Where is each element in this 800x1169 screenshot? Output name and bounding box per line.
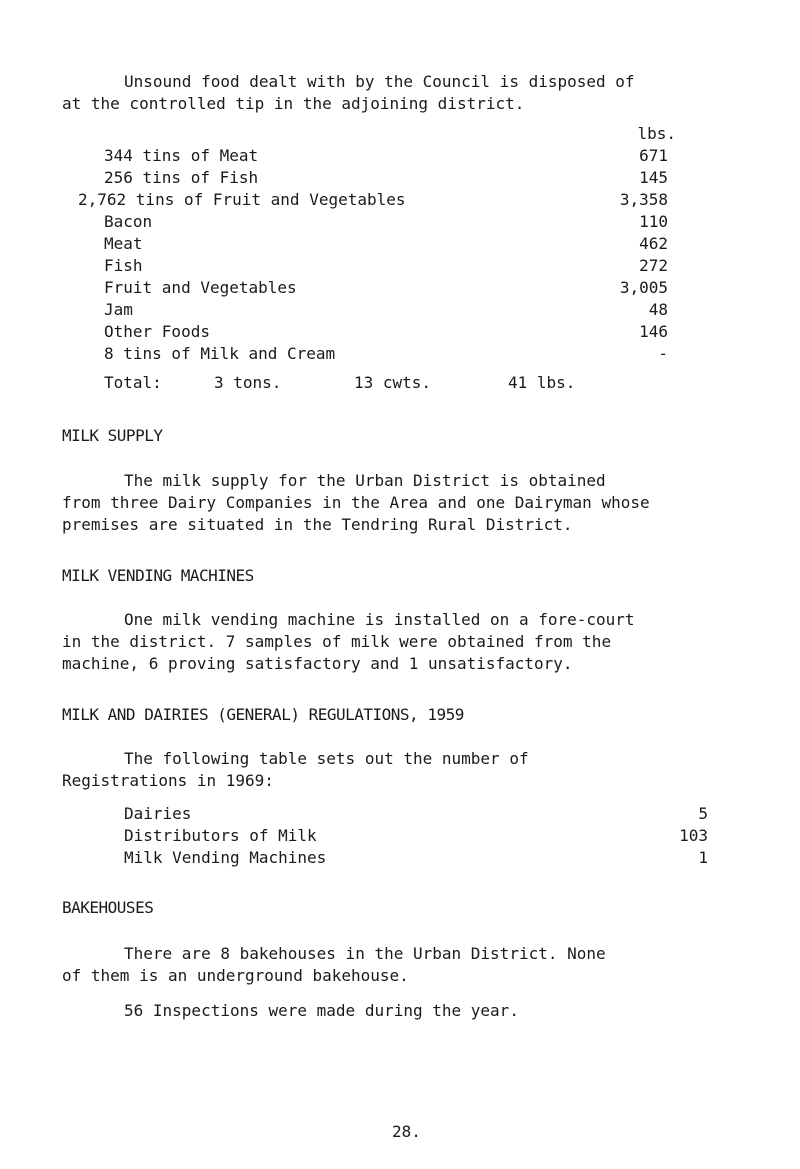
food-item-label: 256 tins of Fish <box>104 168 259 187</box>
food-item-value: - <box>658 344 668 363</box>
registration-value: 5 <box>698 804 708 823</box>
paragraph-line: of them is an underground bakehouse. <box>62 966 409 985</box>
paragraph-line: 56 Inspections were made during the year. <box>124 1001 519 1020</box>
total-label: Total: <box>104 373 162 392</box>
intro-line-2: at the controlled tip in the adjoining district. <box>62 94 525 113</box>
paragraph-line: in the district. 7 samples of milk were obtained from the <box>62 632 612 651</box>
registration-value: 1 <box>698 848 708 867</box>
food-item-value: 671 <box>639 146 668 165</box>
section-heading: MILK AND DAIRIES (GENERAL) REGULATIONS, 1959 <box>62 705 464 724</box>
food-item-value: 145 <box>639 168 668 187</box>
section-heading: BAKEHOUSES <box>62 898 154 917</box>
paragraph-line: There are 8 bakehouses in the Urban District. None <box>124 944 606 963</box>
registration-value: 103 <box>679 826 708 845</box>
food-item-label: 8 tins of Milk and Cream <box>104 344 336 363</box>
food-item-label: 2,762 tins of Fruit and Vegetables <box>78 190 406 209</box>
paragraph-line: One milk vending machine is installed on a fore-court <box>124 610 635 629</box>
food-item-label: Meat <box>104 234 143 253</box>
total-lbs: 41 lbs. <box>508 373 576 392</box>
food-item-value: 48 <box>648 300 668 319</box>
unit-header-lbs: lbs. <box>637 124 676 143</box>
food-item-label: 344 tins of Meat <box>104 146 259 165</box>
registration-label: Milk Vending Machines <box>124 848 327 867</box>
food-item-label: Bacon <box>104 212 153 231</box>
food-item-value: 146 <box>639 322 668 341</box>
page-number: 28. <box>392 1122 421 1141</box>
registration-label: Distributors of Milk <box>124 826 317 845</box>
food-item-value: 3,005 <box>619 278 668 297</box>
food-item-label: Fruit and Vegetables <box>104 278 297 297</box>
food-item-label: Fish <box>104 256 143 275</box>
paragraph-line: The following table sets out the number of <box>124 749 529 768</box>
section-heading: MILK SUPPLY <box>62 426 163 445</box>
section-heading: MILK VENDING MACHINES <box>62 566 254 585</box>
paragraph-line: premises are situated in the Tendring Rural District. <box>62 515 573 534</box>
registration-label: Dairies <box>124 804 192 823</box>
paragraph-line: from three Dairy Companies in the Area and one Dairyman whose <box>62 493 650 512</box>
paragraph-line: Registrations in 1969: <box>62 771 274 790</box>
food-item-value: 272 <box>639 256 668 275</box>
food-item-label: Other Foods <box>104 322 210 341</box>
food-item-value: 3,358 <box>619 190 668 209</box>
paragraph-line: machine, 6 proving satisfactory and 1 unsatisfactory. <box>62 654 573 673</box>
food-item-value: 110 <box>639 212 668 231</box>
food-item-value: 462 <box>639 234 668 253</box>
food-item-label: Jam <box>104 300 133 319</box>
intro-line-1: Unsound food dealt with by the Council is disposed of <box>124 72 635 91</box>
paragraph-line: The milk supply for the Urban District is obtained <box>124 471 606 490</box>
total-cwts: 13 cwts. <box>354 373 432 392</box>
total-tons: 3 tons. <box>214 373 282 392</box>
